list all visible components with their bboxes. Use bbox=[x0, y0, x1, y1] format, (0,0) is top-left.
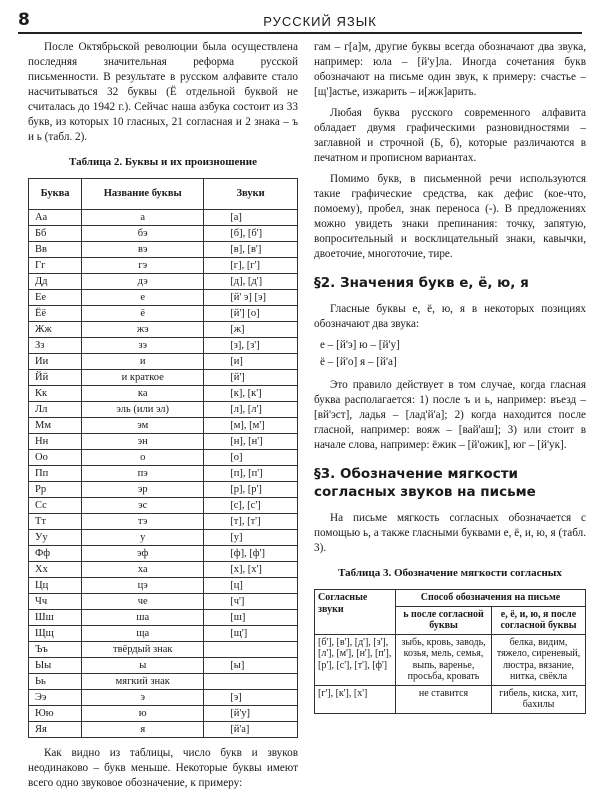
cell-letter-name: бэ bbox=[82, 226, 204, 242]
cell-letter: Ьь bbox=[29, 674, 82, 690]
cell-letter-name: э bbox=[82, 690, 204, 706]
table-row bbox=[315, 634, 586, 685]
cell-letter-name: жэ bbox=[82, 322, 204, 338]
cell-sounds bbox=[204, 642, 298, 658]
cell-sounds bbox=[204, 674, 298, 690]
running-title: РУССКИЙ ЯЗЫК bbox=[263, 14, 377, 29]
cell-sounds: [й'] bbox=[204, 370, 298, 386]
section-3-heading: §3. Обозначение мягкости согласных звуков на письме bbox=[314, 466, 536, 500]
cell-letter-name: зэ bbox=[82, 338, 204, 354]
cell-sounds: [ч'] bbox=[204, 594, 298, 610]
table-row bbox=[29, 258, 298, 274]
cell-sounds: [г], [г'] bbox=[204, 258, 298, 274]
continued-paragraph: гам – г[а]м, другие буквы всегда обозначают два звука, например: юла – [й'у]ла. Иногда сочетания букв обозначают на письме один звук, к примеру: счастье – [щ']астье, изжарить – и[жж]арить. bbox=[314, 41, 586, 98]
cell-letter: Йй bbox=[29, 370, 82, 386]
cell-letter: Оо bbox=[29, 450, 82, 466]
table-row bbox=[29, 226, 298, 242]
table2-caption: Таблица 2. Буквы и их произношение bbox=[69, 156, 257, 168]
cell-sounds: [й'у] bbox=[204, 706, 298, 722]
cell-sounds: [к], [к'] bbox=[204, 386, 298, 402]
cell-letter: Сс bbox=[29, 498, 82, 514]
cell-sounds: [у] bbox=[204, 530, 298, 546]
cell-letter-name: дэ bbox=[82, 274, 204, 290]
subheader-soft-sign: ь после согласной буквы bbox=[396, 606, 492, 634]
table-row bbox=[29, 514, 298, 530]
cell-letter-name: цэ bbox=[82, 578, 204, 594]
cell-letter: Ии bbox=[29, 354, 82, 370]
cell-letter: Яя bbox=[29, 722, 82, 738]
cell-letter: Жж bbox=[29, 322, 82, 338]
table-row bbox=[29, 418, 298, 434]
cell-sounds: [а] bbox=[204, 210, 298, 226]
table-row bbox=[29, 322, 298, 338]
cell-sounds: [в], [в'] bbox=[204, 242, 298, 258]
cell-letter: Аа bbox=[29, 210, 82, 226]
table-row bbox=[29, 594, 298, 610]
table-row bbox=[29, 434, 298, 450]
table-row bbox=[29, 498, 298, 514]
cell-letter: Ээ bbox=[29, 690, 82, 706]
cell-letter: Лл bbox=[29, 402, 82, 418]
cell-letter: Рр bbox=[29, 482, 82, 498]
cell-letter: Мм bbox=[29, 418, 82, 434]
table-row bbox=[29, 466, 298, 482]
table-row bbox=[29, 562, 298, 578]
table-row bbox=[29, 674, 298, 690]
table3-caption: Таблица 3. Обозначение мягкости согласных bbox=[338, 567, 562, 579]
table-header-row bbox=[29, 179, 298, 210]
cell-letter: Зз bbox=[29, 338, 82, 354]
cell-sounds: [д], [д'] bbox=[204, 274, 298, 290]
table-row bbox=[29, 242, 298, 258]
cell-letter: Ее bbox=[29, 290, 82, 306]
cell-sounds: [с], [с'] bbox=[204, 498, 298, 514]
paragraph-punctuation: Помимо букв, в письменной речи используются такие графические средства, как дефис (кое-что, помоему), пробел, знак переноса (-). В предложениях можно увидеть знаки препинания: точку, запятую, вопросительный и восклицательный знаки, кавычки, двоеточие, многоточие, тире. bbox=[314, 173, 586, 260]
cell-letter-name: а bbox=[82, 210, 204, 226]
cell-letter: Хх bbox=[29, 562, 82, 578]
cell-sounds: [и] bbox=[204, 354, 298, 370]
table-row bbox=[29, 274, 298, 290]
cell-vowel-examples: белка, видим, тяжело, сиреневый, люстра, вязание, нитка, свёкла bbox=[492, 634, 586, 685]
cell-sounds: [ц] bbox=[204, 578, 298, 594]
page-number: 8 bbox=[18, 10, 30, 30]
table-row bbox=[29, 290, 298, 306]
cell-sounds: [ж] bbox=[204, 322, 298, 338]
table-row bbox=[29, 706, 298, 722]
paragraph-vowels: Гласные буквы е, ё, ю, я в некоторых позициях обозначают два звука: bbox=[314, 303, 586, 330]
cell-letter-name: о bbox=[82, 450, 204, 466]
cell-soft-sign-examples: не ставится bbox=[396, 685, 492, 713]
cell-letter-name: я bbox=[82, 722, 204, 738]
table-row bbox=[29, 626, 298, 642]
cell-letter: Кк bbox=[29, 386, 82, 402]
cell-sounds: [т], [т'] bbox=[204, 514, 298, 530]
cell-letter: Дд bbox=[29, 274, 82, 290]
cell-letter-name: ка bbox=[82, 386, 204, 402]
table-row bbox=[29, 338, 298, 354]
letters-table-body bbox=[29, 210, 298, 738]
cell-letter-name: эн bbox=[82, 434, 204, 450]
cell-sounds: [ш] bbox=[204, 610, 298, 626]
cell-letter: Фф bbox=[29, 546, 82, 562]
table-header-row bbox=[315, 590, 586, 607]
cell-letter-name: эль (или эл) bbox=[82, 402, 204, 418]
subheader-vowels: е, ё, и, ю, я после согласной буквы bbox=[492, 606, 586, 634]
cell-sounds: [щ'] bbox=[204, 626, 298, 642]
cell-letter-name: ша bbox=[82, 610, 204, 626]
cell-letter: Гг bbox=[29, 258, 82, 274]
cell-letter-name: эм bbox=[82, 418, 204, 434]
table-row bbox=[29, 658, 298, 674]
cell-sounds: [н], [н'] bbox=[204, 434, 298, 450]
cell-letter-name: мягкий знак bbox=[82, 674, 204, 690]
cell-letter-name: тэ bbox=[82, 514, 204, 530]
table-row bbox=[29, 210, 298, 226]
cell-letter-name: эс bbox=[82, 498, 204, 514]
cell-soft-sign-examples: зыбь, кровь, заводь, козья, мель, семья, выпь, варенье, просьба, кровать bbox=[396, 634, 492, 685]
cell-letter: Ёё bbox=[29, 306, 82, 322]
softness-table bbox=[314, 589, 586, 714]
equation-line-1: е – [й'э] ю – [й'у] bbox=[320, 339, 400, 351]
cell-sounds: [б], [б'] bbox=[204, 226, 298, 242]
table-row bbox=[29, 530, 298, 546]
cell-sounds: [х], [х'] bbox=[204, 562, 298, 578]
cell-letter-name: гэ bbox=[82, 258, 204, 274]
cell-sounds: [э] bbox=[204, 690, 298, 706]
cell-letter: Пп bbox=[29, 466, 82, 482]
cell-letter-name: пэ bbox=[82, 466, 204, 482]
col-header-letter: Буква bbox=[29, 179, 82, 210]
cell-letter: Цц bbox=[29, 578, 82, 594]
table-row bbox=[29, 450, 298, 466]
table-row bbox=[29, 306, 298, 322]
cell-letter-name: у bbox=[82, 530, 204, 546]
cell-sounds: [й'] [о] bbox=[204, 306, 298, 322]
section-2-heading: §2. Значения букв е, ё, ю, я bbox=[314, 275, 529, 291]
cell-letter-name: ю bbox=[82, 706, 204, 722]
col-header-consonants: Согласные звуки bbox=[315, 590, 396, 635]
cell-letter: Тт bbox=[29, 514, 82, 530]
table-row bbox=[29, 578, 298, 594]
cell-letter: Бб bbox=[29, 226, 82, 242]
cell-consonants: [б'], [в'], [д'], [з'], [л'], [м'], [н'], [п'], [р'], [с'], [т'], [ф'] bbox=[315, 634, 396, 685]
table-row bbox=[29, 546, 298, 562]
equation-line-2: ё – [й'о] я – [й'а] bbox=[320, 356, 397, 368]
cell-letter: Уу bbox=[29, 530, 82, 546]
col-header-name: Название буквы bbox=[82, 179, 204, 210]
cell-letter-name: ха bbox=[82, 562, 204, 578]
table-row bbox=[315, 685, 586, 713]
col-header-sounds: Звуки bbox=[204, 179, 298, 210]
table-row bbox=[29, 610, 298, 626]
cell-sounds: [й' э] [э] bbox=[204, 290, 298, 306]
cell-letter: Ъъ bbox=[29, 642, 82, 658]
cell-letter: Чч bbox=[29, 594, 82, 610]
cell-letter: Ыы bbox=[29, 658, 82, 674]
left-column bbox=[28, 40, 298, 797]
cell-sounds: [з], [з'] bbox=[204, 338, 298, 354]
cell-sounds: [м], [м'] bbox=[204, 418, 298, 434]
paragraph-rule: Это правило действует в том случае, когда гласная буква располагается: 1) после ъ и ь, например: въезд – [вй'эст], ладья – [лад'й'а]; 2) когда находится после гласной, например: вояж – [вай'аш]; 3) или стоит в начале слова, например: ёжик – [й'ожик], юг – [й'ук]. bbox=[314, 379, 586, 451]
cell-letter: Шш bbox=[29, 610, 82, 626]
cell-sounds: [ф], [ф'] bbox=[204, 546, 298, 562]
cell-sounds: [о] bbox=[204, 450, 298, 466]
letters-table bbox=[28, 178, 298, 738]
cell-letter-name: е bbox=[82, 290, 204, 306]
cell-sounds: [й'а] bbox=[204, 722, 298, 738]
table-row bbox=[29, 690, 298, 706]
cell-letter-name: ё bbox=[82, 306, 204, 322]
cell-sounds: [р], [р'] bbox=[204, 482, 298, 498]
cell-letter-name: и краткое bbox=[82, 370, 204, 386]
table-row bbox=[29, 386, 298, 402]
cell-vowel-examples: гибель, киска, хит, бахилы bbox=[492, 685, 586, 713]
cell-letter: Нн bbox=[29, 434, 82, 450]
table-row bbox=[29, 482, 298, 498]
table-row bbox=[29, 354, 298, 370]
col-header-method: Способ обозначения на письме bbox=[396, 590, 586, 607]
running-header bbox=[18, 8, 582, 34]
intro-paragraph: После Октябрьской революции была осуществлена последняя значительная реформа русской письменности. В результате в русском алфавите стало насчитываться 32 буквы (Ё отдельной буквой не считалась до 1942 г.). Сейчас наша азбука состоит из 33 букв, из которых 10 гласных, 21 согласная и 2 знака – ъ и ь (табл. 2). bbox=[28, 41, 298, 143]
cell-letter-name: эр bbox=[82, 482, 204, 498]
cell-letter-name: ы bbox=[82, 658, 204, 674]
table-row bbox=[29, 370, 298, 386]
right-column bbox=[314, 40, 586, 714]
cell-sounds: [ы] bbox=[204, 658, 298, 674]
cell-consonants: [г'], [к'], [х'] bbox=[315, 685, 396, 713]
table-row bbox=[29, 642, 298, 658]
table-row bbox=[29, 402, 298, 418]
cell-letter-name: ща bbox=[82, 626, 204, 642]
paragraph-softness: На письме мягкость согласных обозначается с помощью ь, а также гласными буквами е, ё, и, ю, я (табл. 3). bbox=[314, 512, 586, 554]
cell-letter-name: и bbox=[82, 354, 204, 370]
cell-sounds: [л], [л'] bbox=[204, 402, 298, 418]
paragraph-case-forms: Любая буква русского современного алфавита обладает двумя графическими разновидностями – заглавной и строчной (Б, б), которые различаются в печатном и прописном вариантах. bbox=[314, 107, 586, 164]
cell-letter: Щщ bbox=[29, 626, 82, 642]
cell-letter: Вв bbox=[29, 242, 82, 258]
cell-letter-name: че bbox=[82, 594, 204, 610]
table-row bbox=[29, 722, 298, 738]
cell-sounds: [п], [п'] bbox=[204, 466, 298, 482]
cell-letter-name: твёрдый знак bbox=[82, 642, 204, 658]
cell-letter-name: эф bbox=[82, 546, 204, 562]
cell-letter-name: вэ bbox=[82, 242, 204, 258]
cell-letter: Юю bbox=[29, 706, 82, 722]
after-table-paragraph: Как видно из таблицы, число букв и звуков неодинаково – букв меньше. Некоторые буквы имеют всего одно звуковое обозначение, к примеру: bbox=[28, 747, 298, 789]
